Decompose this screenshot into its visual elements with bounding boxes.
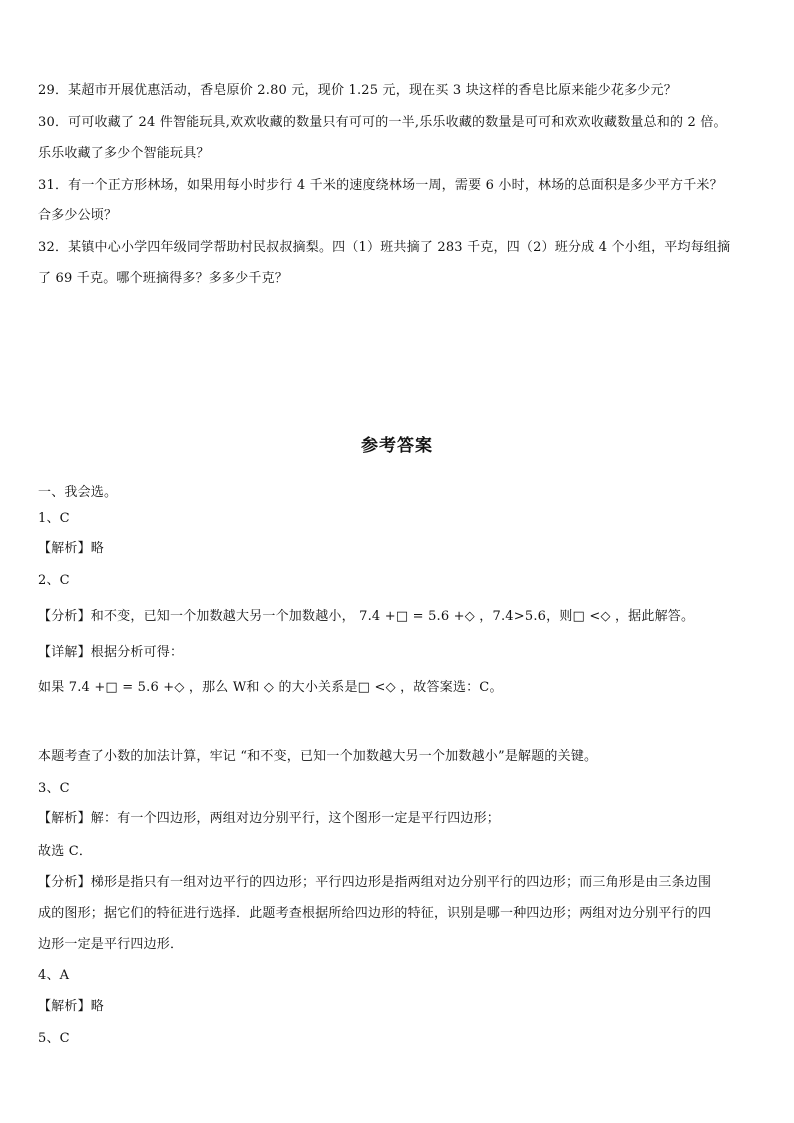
answer-2-conclusion: 如果 7.4 +□ = 5.6 +◇ ，那么 W和 ◇ 的大小关系是□ <◇ ，故答案选：C。 [38, 680, 503, 695]
question-31-continued: 合多少公顷？ [38, 208, 118, 223]
answer-4-analysis: 【解析】略 [38, 999, 105, 1014]
answer-3-choice: 故选 C． [38, 844, 93, 859]
question-32: 32．某镇中心小学四年级同学帮助村民叔叔摘梨。四（1）班共摘了 283 千克，四（2）班分成 4 个小组，平均每组摘 [38, 240, 731, 255]
answer-2-summary: 本题考查了小数的加法计算，牢记 “和不变，已知一个加数越大另一个加数越小”是解题的关键。 [38, 749, 598, 764]
answer-3-reasoning-3: 边形一定是平行四边形． [38, 937, 184, 952]
answer-1: 1、C [38, 511, 70, 526]
answer-1-analysis: 【解析】略 [38, 541, 105, 556]
answer-2-analysis: 【分析】和不变，已知一个加数越大另一个加数越小， 7.4 +□ = 5.6 +◇ ，7.4>5.6，则□ <◇ ，据此解答。 [38, 609, 695, 624]
answer-3-reasoning-2: 成的图形；据它们的特征进行选择．此题考查根据所给四边形的特征，识别是哪一种四边形；两组对边分别平行的四 [38, 906, 712, 921]
answer-2-detail: 【详解】根据分析可得： [38, 645, 184, 660]
answer-title: 参考答案 [361, 436, 433, 456]
section-heading: 一、我会选。 [38, 485, 118, 500]
question-32-continued: 了 69 千克。哪个班摘得多？多多少千克？ [38, 271, 289, 286]
question-29: 29．某超市开展优惠活动，香皂原价 2.80 元，现价 1.25 元，现在买 3 块这样的香皂比原来能少花多少元？ [38, 83, 677, 98]
answer-4: 4、A [38, 968, 70, 983]
answer-2: 2、C [38, 573, 70, 588]
question-31: 31．有一个正方形林场，如果用每小时步行 4 千米的速度绕林场一周，需要 6 小时，林场的总面积是多少平方千米？ [38, 178, 723, 193]
question-30-continued: 乐乐收藏了多少个智能玩具？ [38, 146, 210, 161]
question-30: 30．可可收藏了 24 件智能玩具,欢欢收藏的数量只有可可的一半,乐乐收藏的数量是可可和欢欢收藏数量总和的 2 倍。 [38, 115, 727, 130]
answer-5: 5、C [38, 1031, 70, 1046]
answer-3-analysis: 【解析】解：有一个四边形，两组对边分别平行，这个图形一定是平行四边形； [38, 811, 501, 826]
answer-3: 3、C [38, 781, 70, 796]
answer-3-reasoning: 【分析】梯形是指只有一组对边平行的四边形；平行四边形是指两组对边分别平行的四边形；而三角形是由三条边围 [38, 875, 712, 890]
